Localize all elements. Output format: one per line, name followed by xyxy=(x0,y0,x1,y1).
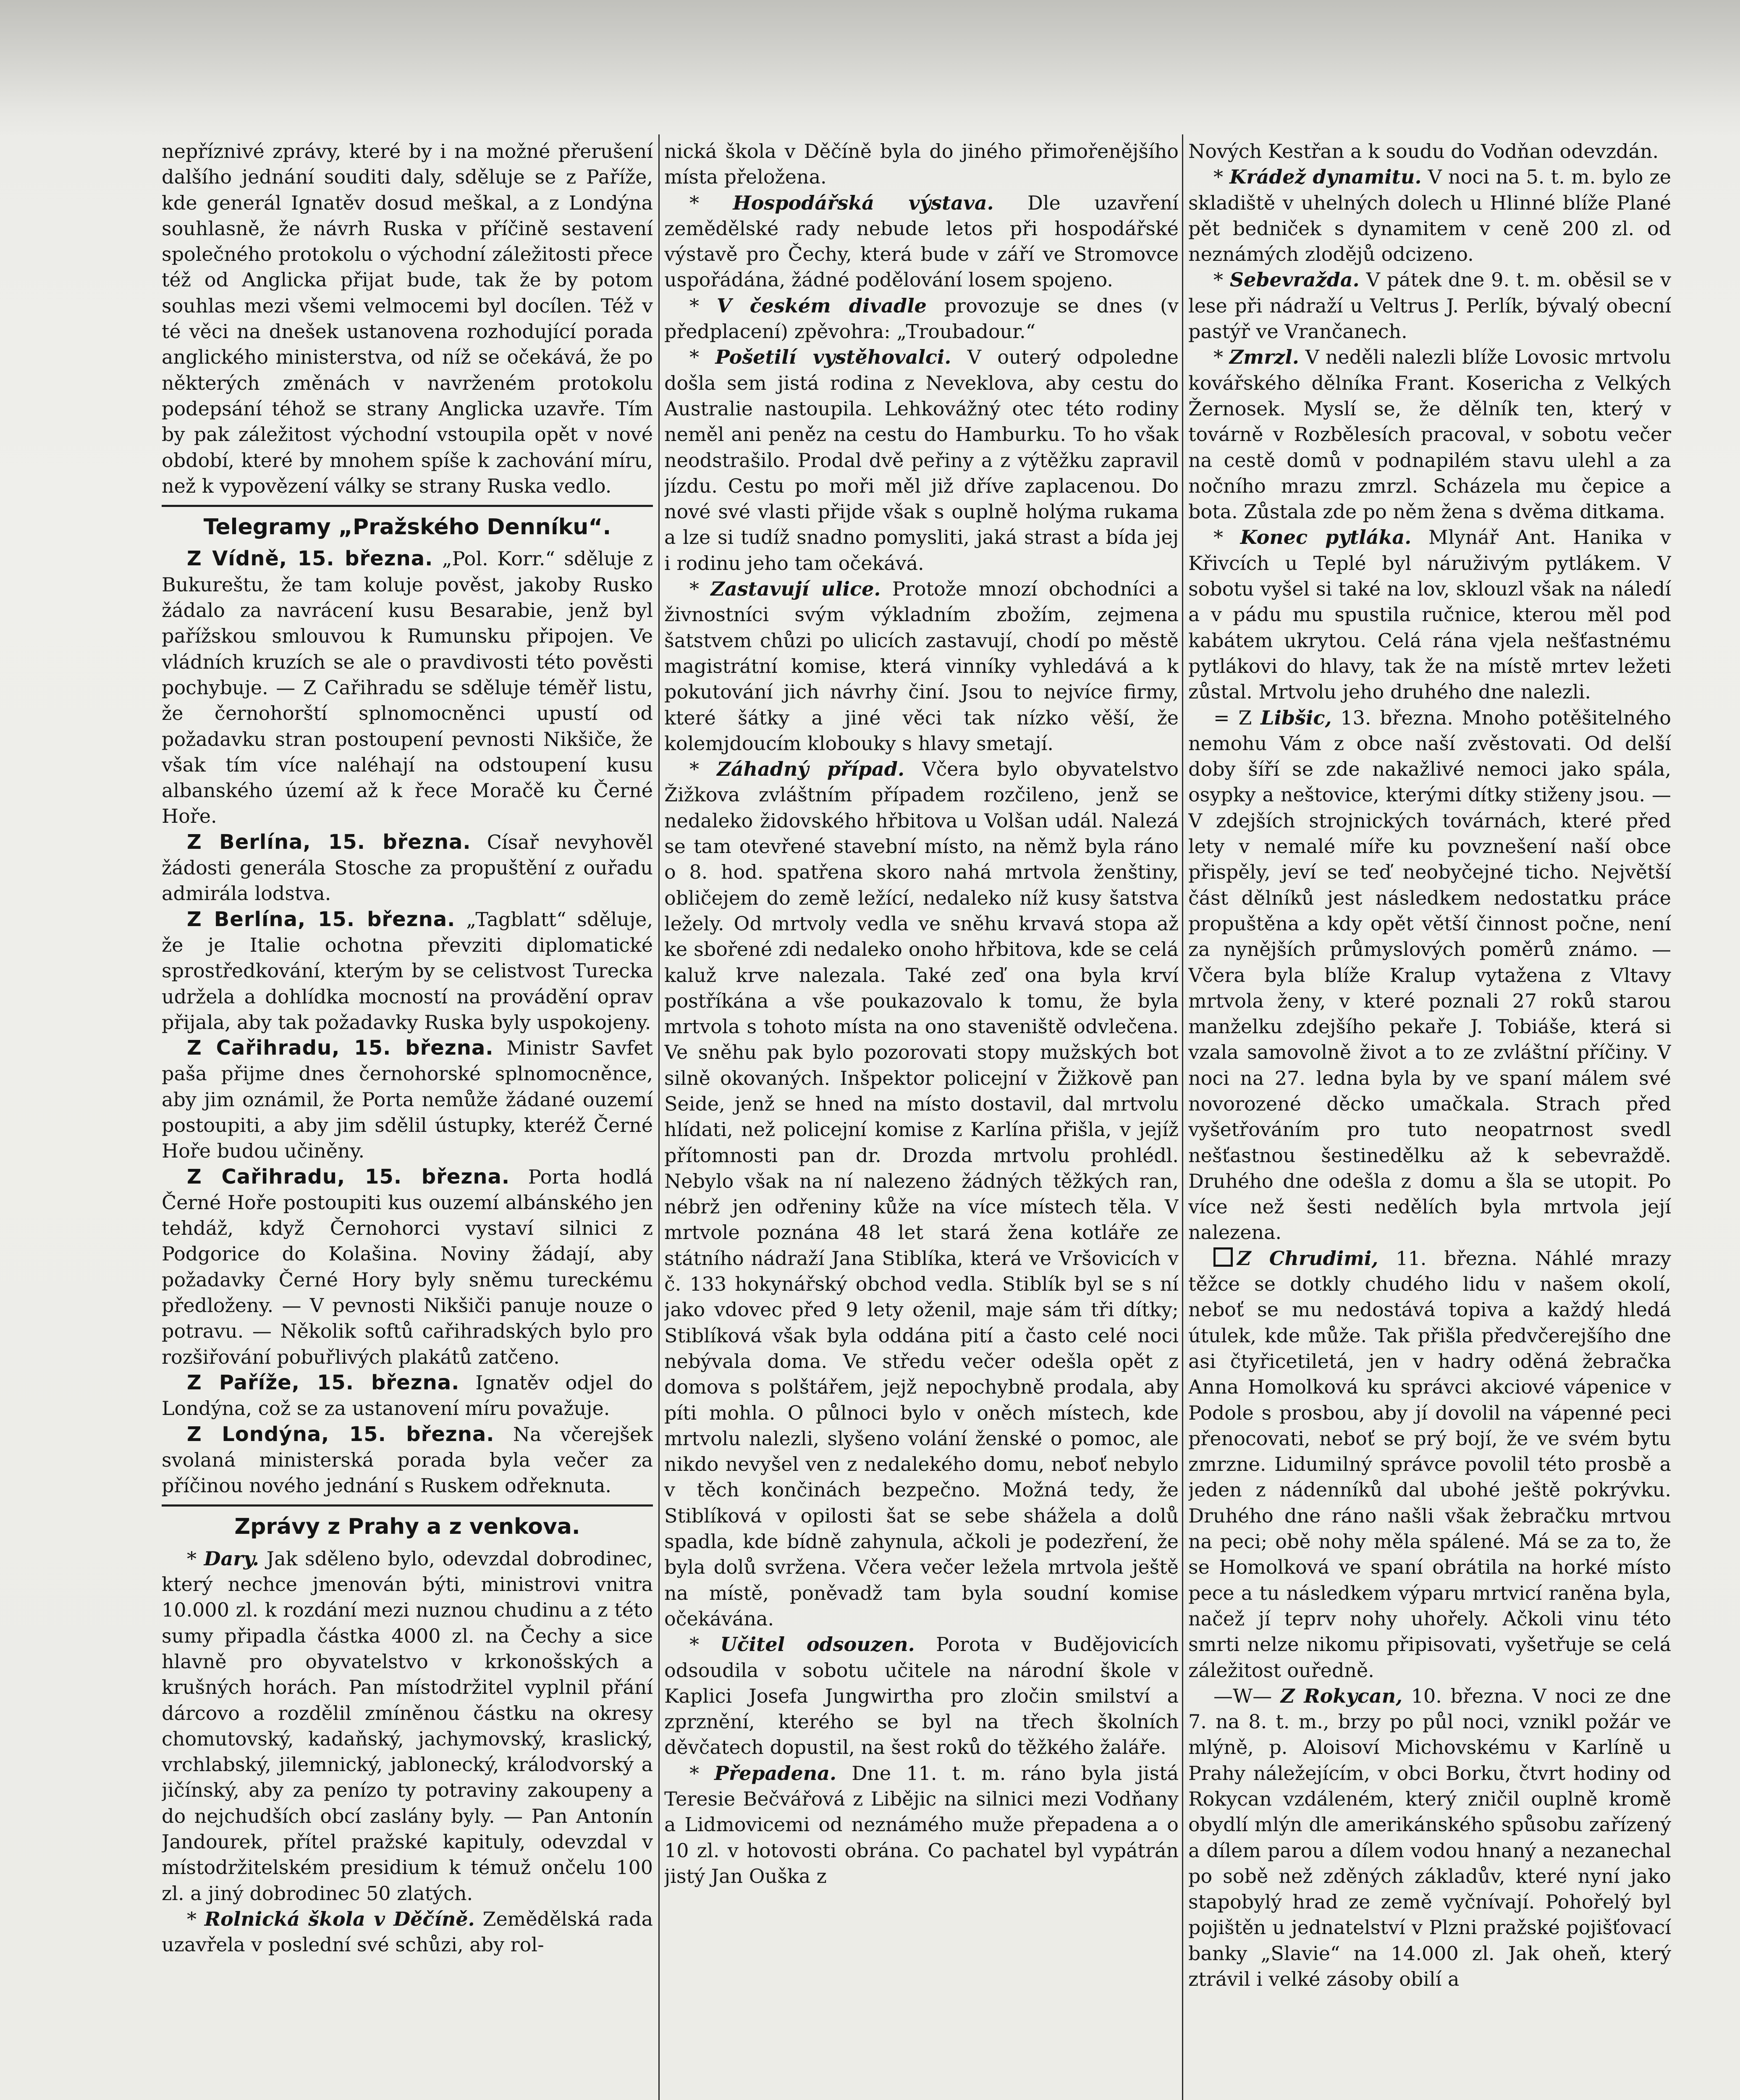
news-item-emigrants: * Pošetilí vystěhovalci. V outerý odpoledne došla sem jistá rodina z Neveklova, aby cestu do Australie nastoupila. Lehkovážný otec této rodiny neměl ani peněz na cestu do Hamburku. To ho však neodstrašilo. Prodal dvě peřiny a z výtěžku zapravil jízdu. Cestu po moři měl již dříve zaplacenou. Do nové své vlasti přijde však s ouplně holýma rukama a lze si tudíž snadno pomysliti, jaká strast a bída jej i rodinu jeho tam očekává. xyxy=(664,346,1179,575)
item-text: Dne 11. t. m. ráno byla jistá Teresie Bečvářová z Libějic na silnici mezi Vodňany a Lidmovicemi od neznámého muže přepadena a o 10 zl. v hotovosti obrána. Co pachatel byl vypátrán jistý Jan Ouška z xyxy=(664,1761,1179,1887)
item-text: Dle uzavření zemědělské rady nebude letos při hospodářské výstavě pro Čechy, která bude v září ve Stromovce uspořádána, žádné podělování losem spojeno. xyxy=(664,191,1179,291)
item-keyword: Dary. xyxy=(204,1547,259,1570)
dateline: Z Paříže, 15. března. xyxy=(187,1370,460,1394)
telegram-vienna xyxy=(162,546,653,829)
item-text: provozuje se dnes (v předplacení) zpěvohra: „Troubadour.“ xyxy=(664,294,1179,343)
telegram-text: „Tagblatt“ sděluje, že je Italie ochotna převziti diplomatické sprostředkování, kterým by se celistvost Turecka udržela a dohlídka mocností na provádění oprav přijala, aby tak požadavky Ruska byly uspokojeny. xyxy=(162,908,653,1034)
item-text: 10. března. V noci ze dne 7. na 8. t. m., brzy po půl noci, vznikl požár ve mlýně, p. Aloisoví Michovskému v Karlíně u Prahy náležejícím, v obci Borku, čtvrt hodiny od Rokycan vzdáleném, který zničil ouplně kromě obydlí mlýn dle amerikánského spůsobu zařízený a dílem parou a dílem vodou hnaný a nezanechal po sobě než zděných základův, které nyní jako stapobylý hrad ze země vyčnívají. Pohořelý byl pojištěn u jednatelství v Plzni pražské pojišťovací banky „Slavie“ na 14.000 zl. Jak oheň, který ztrávil i velké zásoby obilí a xyxy=(1188,1684,1671,1991)
telegram-constantinople-2 xyxy=(162,1164,653,1370)
telegram-text: Ministr Savfet paša přijme dnes černohorské splnomocněnce, aby jim oznámil, že Porta nemůže žádané ouzemí postoupiti, a aby jim sdělil ústupky, kteréž Černé Hoře budou učiněny. xyxy=(162,1037,653,1163)
column-2 xyxy=(664,139,1179,2100)
dateline: Z Berlína, 15. března. xyxy=(187,830,471,854)
telegram-text: „Pol. Korr.“ sděluje z Bukureštu, že tam koluje pověst, jakoby Rusko žádalo za navrácení kusu Besarabie, jenž byl pařížskou smlouvou k Rumunsku připojen. Ve vládních kruzích se ale o pravdivosti této pověsti pochybuje. — Z Cařihradu se sděluje téměř listu, že černohorští splnomocněnci upustí od požadavku stran postoupení pevnosti Nikšiče, že však tím více naléhají na odstoupení kusu albanského území až k řece Moračě ku Černé Hoře. xyxy=(162,547,653,828)
item-keyword: Hospodářská výstava. xyxy=(733,191,994,214)
telegram-text: Na včerejšek svolaná ministerská porada byla večer za příčinou nového jednání s Ruskem odřeknuta. xyxy=(162,1423,653,1497)
news-item-teacher-sentenced: * Učitel odsouzen. Porota v Budějovicích odsoudila v sobotu učitele na národní škole v Kaplici Josefa Jungwirtha pro zločin smilství a zprznění, kterého se byl na třech školních děvčatech dopustil, na šest roků do těžkého žaláře. xyxy=(664,1633,1179,1759)
telegram-paris xyxy=(162,1370,653,1422)
section-divider xyxy=(162,1504,653,1507)
column-rule-2 xyxy=(1182,134,1183,2100)
news-item-chrudim xyxy=(1188,1246,1671,1683)
dateline: Z Berlína, 15. března. xyxy=(187,907,456,931)
dateline: Z Vídně, 15. března. xyxy=(187,547,433,571)
item-keyword: Krádež dynamitu. xyxy=(1229,165,1422,189)
item-text: 13. března. Mnoho potěšitelného nemohu Vám z obce naší zvěstovati. Od delší doby šíří se zde nakažlivé nemoci jako spála, osypky a neštovice, kterými dítky stiženy jsou. — V zdejších strojnických továrnách, které před lety v nemalé míře ku povznešení naší obce přispěly, jeví se teď neobyčejné ticho. Největší část dělníků jest následkem nedostatku práce propuštěna a kdy opět větší činnost počne, není za nynějších průmyslových poměrů známo. — Včera byla blíže Kralup vytažena z Vltavy mrtvola ženy, v které poznali 27 roků starou manželku zdejšího pekaře J. Tobiáše, která si vzala samovolně život a to ze zvláštní příčiny. V noci na 27. ledna byla by ve spaní málem své novorozené děcko umačkala. Strach před vyšetřováním pro tuto neopatrnost svedl nešťastnou šestinedělku až k sebevraždě. Druhého dne odešla z domu a šla se utopit. Po více než šesti nedělích byla mrtvola její nalezena. xyxy=(1188,706,1671,1244)
continued-article-text: nepříznivé zprávy, které by i na možné přerušení dalšího jednání souditi daly, sděluje se z Paříže, kde generál Ignatěv dosud meškal, a z Londýna souhlasně, že návrh Ruska v příčině sestavení společného protokolu o východní záležitosti přece též od Anglicka přijat bude, tak že by potom souhlas mezi všemi velmocemi byl docílen. Též v té věci na dnešek ustanovena rozhodující porada anglického ministerstva, od níž se očekává, že po některých změnách v navrženém protokolu podepsání téhož se strany Anglicka uzavře. Tím by pak záležitost východní vstoupila opět v nové období, které by mnohem spíše k zachování míru, než k vypovězení války se strany Ruska vedlo. xyxy=(162,140,653,497)
item-text: Protože mnozí obchodníci a živnostníci svým výkladním zbožím, zejmena šatstvem chůzi po ulicích zastavují, chodí po městě magistrátní komise, která vinníky vyhledává a k pokutování jich návrhy činí. Jsou to nejvíce firmy, které šátky a jiné věci tak nízko věší, že kolemjdoucím klobouky s hlavy smetají. xyxy=(664,578,1179,755)
item-keyword: Konec pytláka. xyxy=(1240,526,1412,549)
item-text: 11. března. Náhlé mrazy těžce se dotkly chudého lidu v našem okolí, neboť se mu nedostává topiva a každý hledá útulek, kde může. Tak přišla předvčerejšího dne asi čtyřicetiletá, jen v hadry oděná žebračka Anna Homolková ku správci akciové vápenice v Podole s prosbou, aby jí dovolil na vápenné peci přenocovati, neboť se prý bojí, že ve svém bytu zmrzne. Lidumilný správce povolil této prosbě a jeden z nádenníků dal ubohé ještě pokrývku. Druhého dne ráno našli však žebračku mrtvou na peci; obě nohy měla spálené. Má se za to, že se Homolková ve spaní obrátila na horké místo pece a tu následkem výparu mrtvicí raněna byla, načež jí teprv nohy uhořely. Ačkoli vinu této smrti nelze nikomu připisovati, vyšetřuje se celá záležitost ouředně. xyxy=(1188,1247,1671,1682)
item-text: V pátek dne 9. t. m. oběsil se v lese při nádraží u Veltrus J. Perlík, bývalý obecní pastýř ve Vrančanech. xyxy=(1188,268,1671,343)
item-keyword: Zastavují ulice. xyxy=(710,578,881,601)
telegram-constantinople-1 xyxy=(162,1035,653,1164)
column-3 xyxy=(1188,139,1671,2100)
item-keyword: Zmrzl. xyxy=(1229,346,1299,369)
continued-article-text: nická škola v Děčíně byla do jiného přimořenějšího místa přeložena. xyxy=(664,140,1179,189)
telegram-text: Porta hodlá Černé Hoře postoupiti kus ouzemí albánského jen tehdáž, když Černohorci vystaví silnici z Podgorice do Kolašina. Noviny žádají, aby požadavky Černé Hory byly sněmu tureckému předloženy. — V pevnosti Nikšiči panuje nouze o potravu. — Několik softů cařihradských bylo pro rozšiřování pobuřlivých plakátů zatčeno. xyxy=(162,1165,653,1368)
telegram-text: Ignatěv odjel do Londýna, což se za ustanovení míru považuje. xyxy=(162,1371,653,1420)
news-item-frozen: * Zmrzl. V neděli nalezli blíže Lovosic mrtvolu kovářského dělníka Frant. Kosericha z Velkých Žernosek. Myslí se, že dělník ten, který v továrně v Rozbělesích pracoval, v sobotu večer na cestě domů v podnapilém stavu ulehl a za nočního mrazu zmrzl. Scházela mu čepice a bota. Zůstala zde po něm žena s dvěma ditkama. xyxy=(1188,346,1671,523)
item-keyword: Z Rokycan, xyxy=(1280,1684,1403,1707)
dateline: Z Cařihradu, 15. března. xyxy=(187,1165,510,1189)
item-keyword: Pošetilí vystěhovalci. xyxy=(715,346,951,369)
dateline: Z Cařihradu, 15. března. xyxy=(187,1036,494,1060)
news-item-mysterious-case: * Záhadný případ. Včera bylo obyvatelstvo Žižkova zvláštním případem rozčileno, jenž se nedaleko židovského hřbitova u Volšan udál. Nalezá se tam otevřené stavební místo, na němž byla ráno o 8. hod. spatřena skoro nahá mrtvola ženštiny, obličejem do země ležící, nedaleko níž kusy šatstva ležely. Od mrtvoly vedla ve sněhu krvavá stopa až ke sbořené zdi nedaleko onoho hřbitova, kde se celá kaluž krve nalezala. Také zeď ona byla krví postříkána a vše poukazovalo k tomu, že byla mrtvola s tohoto místa na ono staveniště odvlečena. Ve sněhu pak bylo pozorovati stopy mužských bot silně okovaných. Inšpektor policejní v Žižkově pan Seide, jenž se hned na místo dostavil, dal mrtvolu hlídati, než policejní komise z Karlína přišla, v jejíž přítomnosti pan dr. Drozda mrtvolu prohlédl. Nebylo však na ní nalezeno žádných těžkých ran, nébrž jen odřeniny kůže na více místech těla. V mrtvole poznána 48 let stará žena kotláře ze státního nádraží Jana Stiblíka, která ve Vršovicích v č. 133 hokynářský obchod vedla. Stiblík byl se s ní jako vdovec před 9 lety oženil, maje sám tři dítky; Stiblíková však byla oddána pití a často celé noci nebývala doma. Ve středu večer odešla opět z domova s polštářem, jejž nepochybně prodala, aby píti mohla. O půlnoci bylo v oněch místech, kde mrtvolu nalezli, slyšeno volání ženské o pomoc, ale nikdo nevyšel ven z nedalekého domu, neboť nebylo v těch končinách bezpečno. Možná tedy, že Stiblíková v opilosti šat se sebe shážela a dolů spadla, kde bídně zahynula, ačkoli je podezření, že byla dolů svržena. Včera večer ležela mrtvola ještě na místě, poněvadž tam byla soudní komise očekávána. xyxy=(664,758,1179,1630)
item-keyword: Sebevražda. xyxy=(1229,268,1360,291)
item-keyword: Rolnická škola v Děčíně. xyxy=(204,1907,475,1930)
item-keyword: Libšic, xyxy=(1260,706,1332,729)
telegram-berlin-1 xyxy=(162,830,653,907)
dateline: Z Londýna, 15. března. xyxy=(187,1422,495,1446)
telegram-text: Císař nevyhověl žádosti generála Stosche za propuštění z ouřadu admirála lodstva. xyxy=(162,830,653,905)
telegram-london xyxy=(162,1422,653,1499)
item-text: Mlynář Ant. Hanika v Křivcích u Teplé byl náruživým pytlákem. V sobotu vyšel si také na lov, sklouzl však na náledí a v pádu mu spustila ručnice, kterou měl pod kabátem ukrytou. Celá rána vjela nešťastnému pytlákovi do hlavy, tak že na místě mrtev ležeti zůstal. Mrtvolu jeho druhého dne nalezli. xyxy=(1188,526,1671,704)
item-text: Zemědělská rada uzavřela v poslední své schůzi, aby rol- xyxy=(162,1907,653,1956)
item-text: V noci na 5. t. m. bylo ze skladiště v uhelných dolech u Hlinné blíže Plané pět bedniček s dynamitem v ceně 200 zl. od neznámých zlodějů odcizeno. xyxy=(1188,165,1671,266)
news-item-assaulted: * Přepadena. Dne 11. t. m. ráno byla jistá Teresie Bečvářová z Libějic na silnici mezi Vodňany a Lidmovicemi od neznámého muže přepadena a o 10 zl. v hotovosti obrána. Co pachatel byl vypátrán jistý Jan Ouška z xyxy=(664,1761,1179,1887)
news-item-rokycany xyxy=(1188,1683,1671,1992)
column-rule-1 xyxy=(658,134,660,2100)
news-item-exhibition: * Hospodářská výstava. Dle uzavření zemědělské rady nebude letos při hospodářské výstavě pro Čechy, která bude v září ve Stromovce uspořádána, žádné podělování losem spojeno. xyxy=(664,191,1179,291)
news-item-streets: * Zastavují ulice. Protože mnozí obchodníci a živnostníci svým výkladním zbožím, zejmena šatstvem chůzi po ulicích zastavují, chodí po městě magistrátní komise, která vinníky vyhledává a k pokutování jich návrhy činí. Jsou to nejvíce firmy, které šátky a jiné věci tak nízko věší, že kolemjdoucím klobouky s hlavy smetají. xyxy=(664,578,1179,755)
item-keyword: Záhadný případ. xyxy=(717,758,904,781)
item-text: V neděli nalezli blíže Lovosic mrtvolu kovářského dělníka Frant. Kosericha z Velkých Žernosek. Myslí se, že dělník ten, který v továrně v Rozbělesích pracoval, v sobotu večer na cestě domů v podnapilém stavu ulehl a za nočního mrazu zmrzl. Scházela mu čepice a bota. Zůstala zde po něm žena s dvěma ditkama. xyxy=(1188,346,1671,523)
item-keyword: V českém divadle xyxy=(716,294,927,317)
item-keyword: Přepadena. xyxy=(714,1761,837,1785)
item-keyword: Z Chrudimi, xyxy=(1237,1247,1378,1270)
news-item-libsic xyxy=(1188,705,1671,1246)
section-divider xyxy=(162,505,653,507)
item-text: Včera bylo obyvatelstvo Žižkova zvláštním případem rozčileno, jenž se nedaleko židovského hřbitova u Volšan udál. Nalezá se tam otevřené stavební místo, na němž byla ráno o 8. hod. spatřena skoro nahá mrtvola ženštiny, obličejem do země ležící, nedaleko níž kusy šatstva ležely. Od mrtvoly vedla ve sněhu krvavá stopa až ke sbořené zdi nedaleko onoho hřbitova, kde se celá kaluž krve nalezala. Také zeď ona byla krví postříkána a vše poukazovalo k tomu, že byla mrtvola s tohoto místa na ono staveniště odvlečena. Ve sněhu pak bylo pozorovati stopy mužských bot silně okovaných. Inšpektor policejní v Žižkově pan Seide, jenž se hned na místo dostavil, dal mrtvolu hlídati, než policejní komise z Karlína přišla, v jejíž přítomnosti pan dr. Drozda mrtvolu prohlédl. Nebylo však na ní nalezeno žádných těžkých ran, nébrž jen odřeniny kůže na více místech těla. V mrtvole poznána 48 let stará žena kotláře ze státního nádraží Jana Stiblíka, která ve Vršovicích v č. 133 hokynářský obchod vedla. Stiblík byl se s ní jako vdovec před 9 lety oženil, maje sám tři dítky; Stiblíková však byla oddána pití a často celé noci nebývala doma. Ve středu večer odešla opět z domova s polštářem, jejž nepochybně prodala, aby píti mohla. O půlnoci bylo v oněch místech, kde mrtvolu nalezli, slyšeno volání ženské o pomoc, ale nikdo nevyšel ven z nedalekého domu, neboť nebylo v těch končinách bezpečno. Možná tedy, že Stiblíková v opilosti šat se sebe shážela a dolů spadla, kde bídně zahynula, ačkoli je podezření, že byla dolů svržena. Včera večer ležela mrtvola ještě na místě, poněvadž tam byla soudní komise očekávána. xyxy=(664,758,1179,1630)
continued-article-text: Nových Kestřan a k soudu do Vodňan odevzdán. xyxy=(1188,140,1659,163)
section-heading-telegrams: Telegramy „Pražského Denníku“. xyxy=(203,514,611,540)
item-keyword: Učitel odsouzen. xyxy=(720,1633,915,1656)
item-text: Porota v Budějovicích odsoudila v sobotu učitele na národní škole v Kaplici Josefa Jungwirtha pro zločin smilství a zprznění, kterého se byl na třech školních děvčatech dopustil, na šest roků do těžkého žaláře. xyxy=(664,1633,1179,1759)
item-text: Jak sděleno bylo, odevzdal dobrodinec, který nechce jmenován býti, ministrovi vnitra 10.000 zl. k rozdání mezi nuznou chudinu a z této sumy připadla částka 4000 zl. na Čechy a sice hlavně pro obyvatelstvo v krkonošských a krušných horách. Pan místodržitel vyplnil přání dárcovo a rozdělil zmíněnou částku na okresy chomutovský, kadaňský, jachymovský, kraslický, vrchlabský, jilemnický, jablonecký, králodvorský a jičínský, aby za penízo ty potraviny zakoupeny a do nejchudších obcí zaslány byly. — Pan Antonín Jandourek, přítel pražské kapituly, odevzdal v místodržitelském presidium k témuž ončelu 100 zl. a jiný dobrodinec 50 zlatých. xyxy=(162,1547,653,1905)
news-item-agricultural-school: * Rolnická škola v Děčíně. Zemědělská rada uzavřela v poslední své schůzi, aby rol- xyxy=(162,1907,653,1956)
news-item-theatre: * V českém divadle provozuje se dnes (v předplacení) zpěvohra: „Troubadour.“ xyxy=(664,294,1179,343)
news-item-suicide: * Sebevražda. V pátek dne 9. t. m. oběsil se v lese při nádraží u Veltrus J. Perlík, bývalý obecní pastýř ve Vrančanech. xyxy=(1188,268,1671,343)
news-item-gifts: * Dary. Jak sděleno bylo, odevzdal dobrodinec, který nechce jmenován býti, ministrovi vnitra 10.000 zl. k rozdání mezi nuznou chudinu a z této sumy připadla částka 4000 zl. na Čechy a sice hlavně pro obyvatelstvo v krkonošských a krušných horách. Pan místodržitel vyplnil přání dárcovo a rozdělil zmíněnou částku na okresy chomutovský, kadaňský, jachymovský, kraslický, vrchlabský, jilemnický, jablonecký, králodvorský a jičínský, aby za penízo ty potraviny zakoupeny a do nejchudších obcí zaslány byly. — Pan Antonín Jandourek, přítel pražské kapituly, odevzdal v místodržitelském presidium k témuž ončelu 100 zl. a jiný dobrodinec 50 zlatých. xyxy=(162,1547,653,1905)
news-item-dynamite-theft: * Krádež dynamitu. V noci na 5. t. m. bylo ze skladiště v uhelných dolech u Hlinné blíže Plané pět bedniček s dynamitem v ceně 200 zl. od neznámých zlodějů odcizeno. xyxy=(1188,165,1671,266)
news-item-poacher: * Konec pytláka. Mlynář Ant. Hanika v Křivcích u Teplé byl náruživým pytlákem. V sobotu vyšel si také na lov, sklouzl však na náledí a v pádu mu spustila ručnice, kterou měl pod kabátem ukrytou. Celá rána vjela nešťastnému pytlákovi do hlavy, tak že na místě mrtev ležeti zůstal. Mrtvolu jeho druhého dne nalezli. xyxy=(1188,526,1671,704)
telegram-berlin-2 xyxy=(162,907,653,1035)
correspondent-signature: —W— xyxy=(1213,1684,1272,1707)
item-text: V outerý odpoledne došla sem jistá rodina z Neveklova, aby cestu do Australie nastoupila. Lehkovážný otec této rodiny neměl ani peněz na cestu do Hamburku. To ho však neodstrašilo. Prodal dvě peřiny a z výtěžku zapravil jízdu. Cestu po moři měl již dříve zaplacenou. Do nové své vlasti přijde však s ouplně holýma rukama a lze si tudíž snadno pomysliti, jaká strast a bída jej i rodinu jeho tam očekává. xyxy=(664,346,1179,575)
item-lead: = Z xyxy=(1213,706,1252,729)
column-1 xyxy=(162,139,653,2100)
square-mark-icon xyxy=(1213,1247,1233,1267)
section-heading-news: Zprávy z Prahy a z venkova. xyxy=(234,1514,580,1540)
page-top-smudge xyxy=(0,0,1740,139)
